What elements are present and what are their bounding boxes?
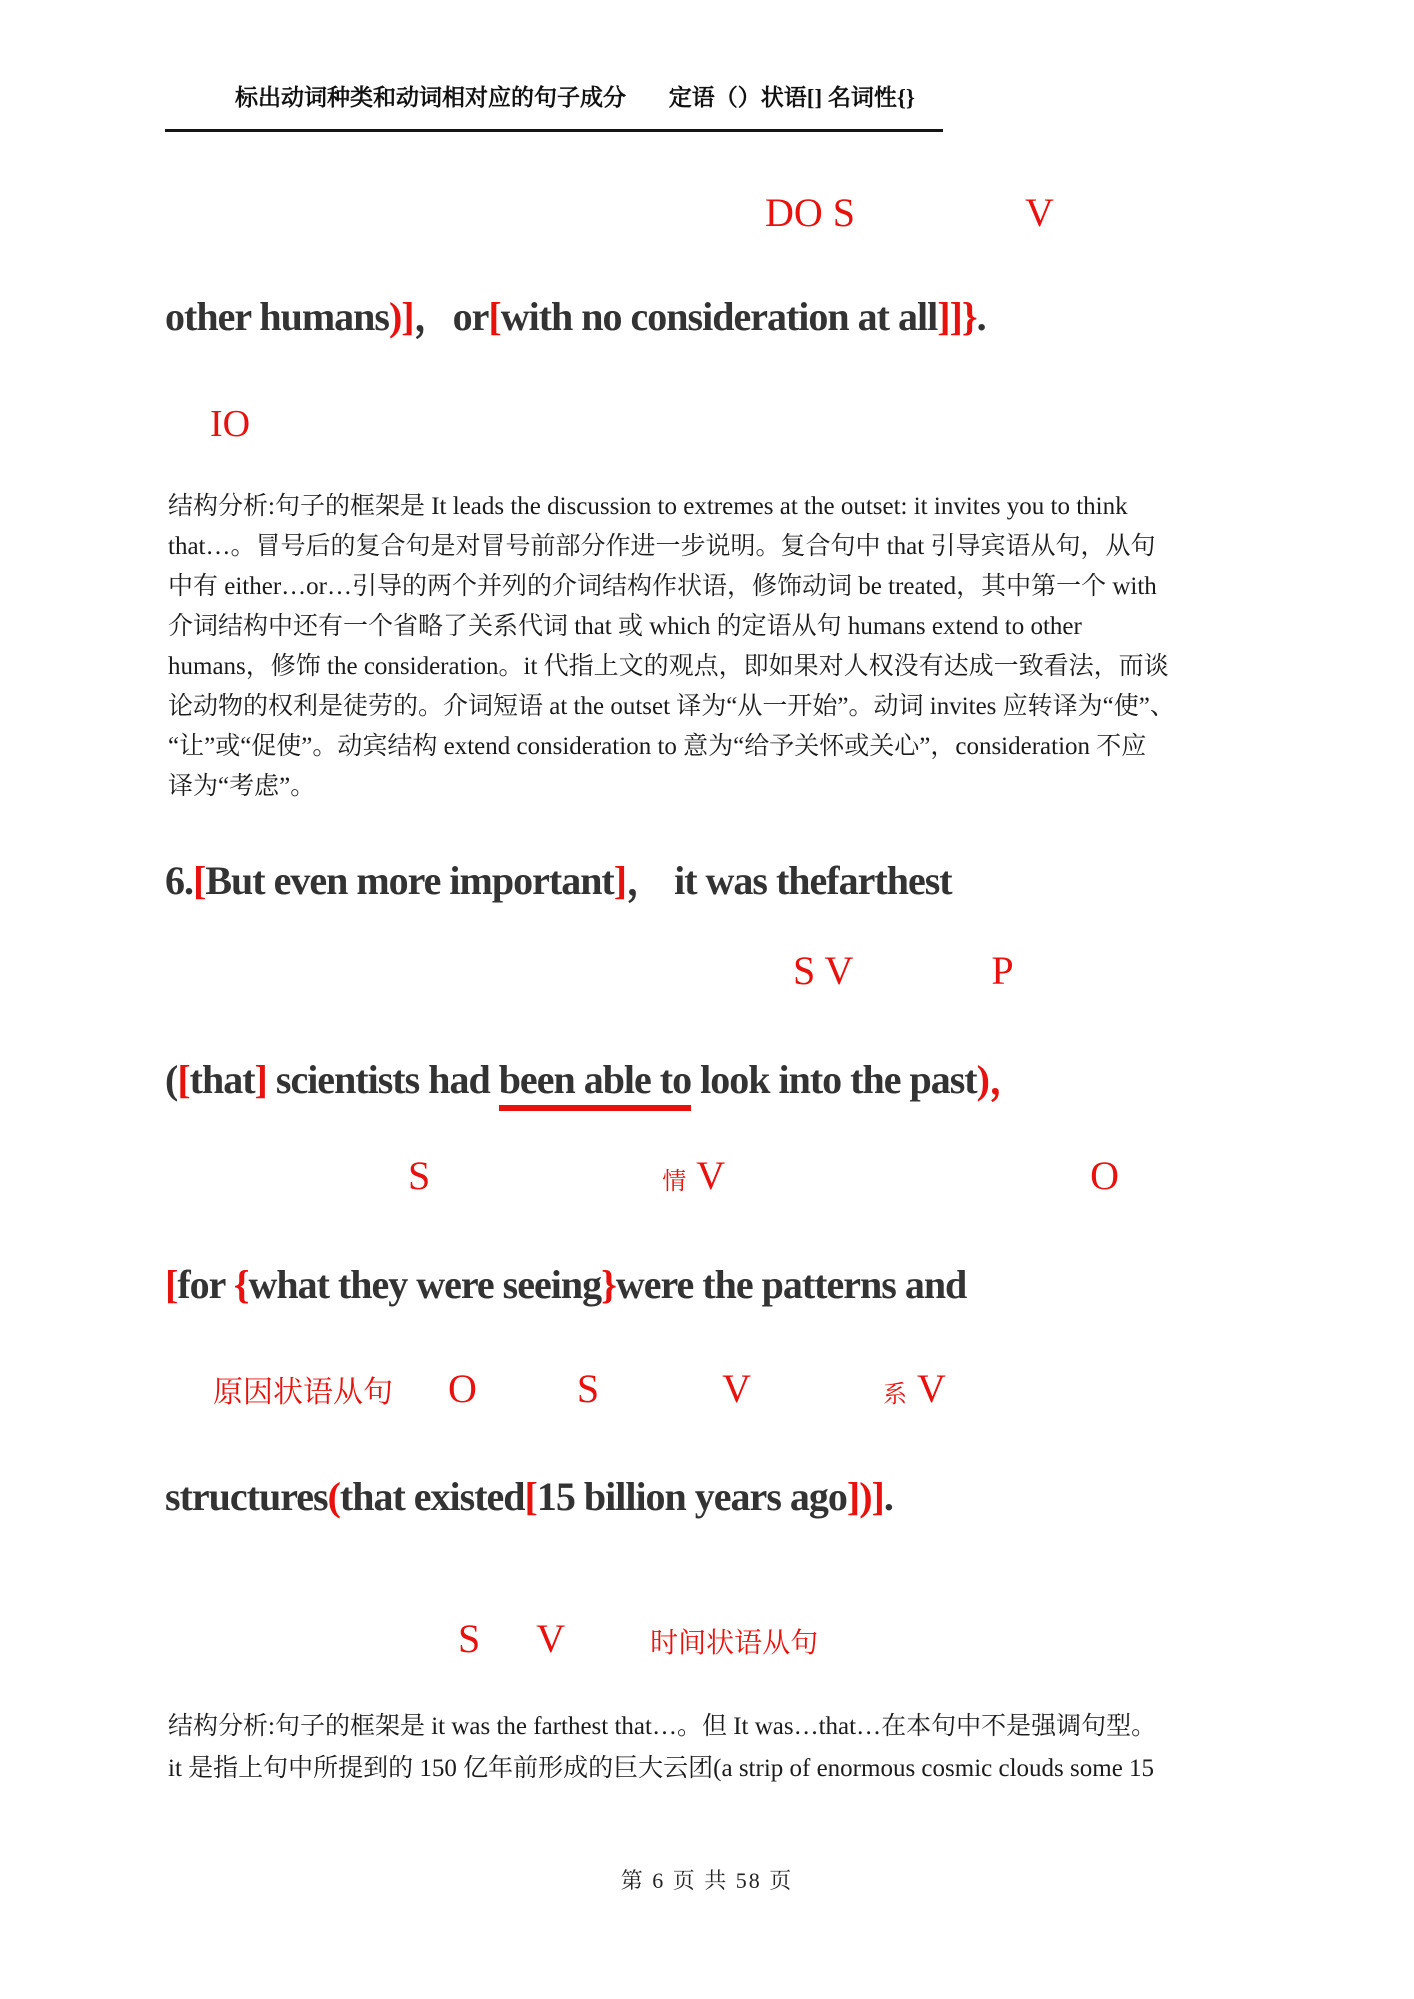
annotation-row-time-clause (165, 1616, 818, 1667)
analysis-line: 译为“考虑”。 (168, 773, 316, 800)
sentence-text: But even more important (205, 858, 614, 903)
annotation-row-do-s-v (165, 190, 1054, 236)
label-s: S (576, 1366, 600, 1411)
sentence-line-6-heading (165, 857, 952, 905)
red-paren: ( (327, 1474, 340, 1519)
sentence-text: what they were seeing (248, 1262, 602, 1307)
label-time-clause: 时间状语从句 (650, 1628, 819, 1659)
label-o: O (1090, 1153, 1120, 1198)
label-do-s: DO S (765, 190, 856, 235)
red-bracket: ] (613, 858, 627, 903)
sentence-text: ， (413, 294, 453, 339)
label-v: V (722, 1366, 752, 1411)
analysis-line: 中有 either…or…引导的两个并列的介词结构作状语，修饰动词 be treated，其中第一个 with (168, 573, 1157, 600)
sentence-text: other humans (165, 294, 389, 339)
sentence-text: that (189, 1057, 255, 1102)
sentence-text: scientists had (266, 1057, 499, 1102)
label-s: S (408, 1153, 431, 1198)
analysis-line: 论动物的权利是徒劳的。介词短语 at the outset 译为“从一开始”。动词 invites 应转译为“使”、 (168, 693, 1175, 720)
sentence-text: it was thefarthest (665, 858, 952, 903)
red-bracket: [ (193, 858, 206, 903)
label-s-v: S V (793, 948, 854, 993)
red-bracket: [ (488, 294, 501, 339)
red-bracket: ] (254, 1057, 267, 1102)
sentence-text: . (883, 1474, 893, 1519)
label-reason-clause: 原因状语从句 (213, 1376, 393, 1409)
annotation-row-reason-clause (165, 1366, 946, 1418)
red-paren: ) (976, 1057, 989, 1102)
sentence-text: or (452, 294, 489, 339)
sentence-line-4 (165, 1473, 893, 1521)
label-xi: 系 (883, 1382, 908, 1408)
sentence-text: 15 billion years ago (536, 1474, 847, 1519)
sentence-text: look into the past (691, 1057, 977, 1102)
header-title-left: 标出动词种类和动词相对应的句子成分 (235, 85, 626, 110)
label-v2: V (917, 1366, 946, 1411)
label-o: O (448, 1366, 477, 1411)
sentence-line-1 (165, 293, 986, 341)
underlined-text: been able to (499, 1057, 691, 1111)
red-brace: { (233, 1262, 249, 1307)
sentence-text: for (177, 1262, 234, 1307)
item-number: 6. (165, 858, 193, 903)
label-v: V (536, 1616, 566, 1661)
label-qing: 情 (662, 1169, 687, 1195)
red-comma: ， (988, 1057, 1028, 1102)
red-bracket: [ (524, 1474, 537, 1519)
sentence-text: ( (165, 1057, 178, 1102)
sentence-line-2 (165, 1056, 1028, 1104)
label-s: S (458, 1616, 481, 1661)
red-brackets: ])] (846, 1474, 884, 1519)
red-brackets: ]]} (937, 294, 977, 339)
footer-page-number: 第 6 页 共 58 页 (620, 1868, 794, 1893)
label-io: IO (210, 403, 251, 445)
analysis-line: humans，修饰 the consideration。it 代指上文的观点，即如果对人权没有达成一致看法，而谈 (168, 653, 1169, 680)
analysis-line: 结构分析:句子的框架是 it was the farthest that…。但 It was…that…在本句中不是强调句型。 (168, 1713, 1157, 1740)
analysis-paragraph-2 (168, 1706, 1156, 1790)
analysis-paragraph-1 (168, 487, 1175, 807)
red-brackets: )] (388, 294, 414, 339)
red-bracket: [ (177, 1057, 190, 1102)
analysis-line: 介词结构中还有一个省略了关系代词 that 或 which 的定语从句 humans extend to other (168, 613, 1082, 640)
label-v: V (1025, 190, 1054, 235)
red-bracket: [ (165, 1262, 178, 1307)
analysis-line: it 是指上句中所提到的 150 亿年前形成的巨大云团(a strip of enormous cosmic clouds some 15 (168, 1755, 1155, 1782)
sentence-line-3 (165, 1261, 966, 1309)
analysis-line: 结构分析:句子的框架是 It leads the discussion to extremes at the outset: it invites you to think (168, 493, 1128, 520)
sentence-text: were the patterns and (615, 1262, 967, 1307)
sentence-text: . (976, 294, 986, 339)
analysis-line: “让”或“促使”。动宾结构 extend consideration to 意为“给予关怀或关心”，consideration 不应 (168, 733, 1147, 760)
label-v: V (696, 1153, 726, 1198)
sentence-text: ， (626, 858, 666, 903)
analysis-line: that…。冒号后的复合句是对冒号前部分作进一步说明。复合句中 that 引导宾语从句，从句 (168, 533, 1156, 560)
red-brace: } (601, 1262, 616, 1307)
annotation-row-sv-p (165, 948, 1014, 994)
header-legend-right: 定语（）状语[] 名词性{} (668, 85, 915, 110)
sentence-text: structures (165, 1474, 328, 1519)
annotation-row-s-qingv-o (165, 1153, 1119, 1205)
page-header (165, 79, 943, 132)
label-p: P (991, 948, 1014, 993)
sentence-text: that existed (339, 1474, 525, 1519)
sentence-text: with no consideration at all (500, 294, 938, 339)
